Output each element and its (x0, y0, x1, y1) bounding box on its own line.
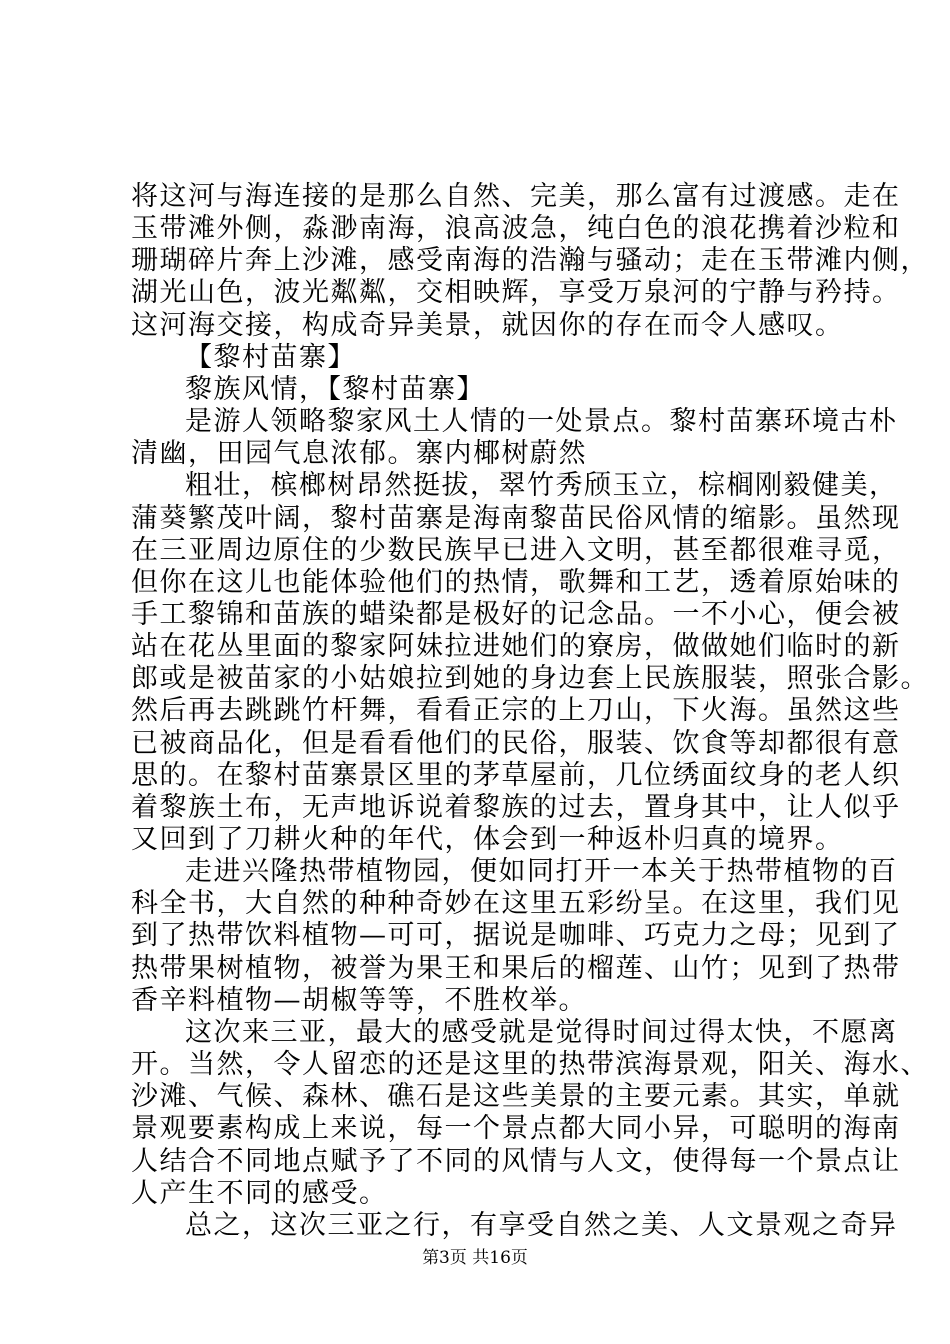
text-line: 是游人领略黎家风土人情的一处景点。黎村苗寨环境古朴 (185, 406, 898, 437)
text-line: 蒲葵繁茂叶阔，黎村苗寨是海南黎苗民俗风情的缩影。虽然现 (131, 503, 901, 534)
text-line: 开。当然，令人留恋的还是这里的热带滨海景观，阳关、海水、 (131, 1049, 929, 1080)
text-line: 在三亚周边原住的少数民族早已进入文明，甚至都很难寻觅， (131, 535, 901, 566)
text-line: 思的。在黎村苗寨景区里的茅草屋前，几位绣面纹身的老人织 (131, 760, 901, 791)
text-line: 湖光山色，波光粼粼，交相映辉，享受万泉河的宁静与矜持。 (131, 277, 901, 308)
text-line: 这河海交接，构成奇异美景，就因你的存在而令人感叹。 (131, 310, 844, 341)
text-line: 郎或是被苗家的小姑娘拉到她的身边套上民族服装，照张合影。 (131, 663, 929, 694)
text-line: 这次来三亚，最大的感受就是觉得时间过得太快，不愿离 (185, 1017, 898, 1048)
text-line: 人产生不同的感受。 (131, 1178, 388, 1209)
text-line: 着黎族土布，无声地诉说着黎族的过去，置身其中，让人似乎 (131, 792, 901, 823)
text-line: 粗壮，槟榔树昂然挺拔，翠竹秀颀玉立，棕榈刚毅健美， (185, 470, 898, 501)
text-line: 珊瑚碎片奔上沙滩，感受南海的浩瀚与骚动；走在玉带滩内侧， (131, 245, 929, 276)
text-line: 沙滩、气候、森林、礁石是这些美景的主要元素。其实，单就 (131, 1081, 901, 1112)
text-line: 黎族风情，【黎村苗寨】 (185, 374, 485, 405)
text-line: 总之，这次三亚之行，有享受自然之美、人文景观之奇异 (185, 1210, 898, 1241)
text-line: 然后再去跳跳竹杆舞，看看正宗的上刀山，下火海。虽然这些 (131, 695, 901, 726)
text-line: 已被商品化，但是看看他们的民俗，服装、饮食等却都很有意 (131, 728, 901, 759)
text-line: 景观要素构成上来说，每一个景点都大同小异，可聪明的海南 (131, 1113, 901, 1144)
text-line: 到了热带饮料植物—可可，据说是咖啡、巧克力之母；见到了 (131, 920, 901, 951)
text-line: 又回到了刀耕火种的年代，体会到一种返朴归真的境界。 (131, 824, 844, 855)
text-line: 人结合不同地点赋予了不同的风情与人文，使得每一个景点让 (131, 1146, 901, 1177)
text-line: 将这河与海连接的是那么自然、完美，那么富有过渡感。走在 (131, 181, 901, 212)
text-line: 清幽，田园气息浓郁。寨内椰树蔚然 (131, 438, 587, 469)
text-line: 但你在这儿也能体验他们的热情，歌舞和工艺，透着原始味的 (131, 567, 901, 598)
text-line: 站在花丛里面的黎家阿妹拉进她们的寮房，做做她们临时的新 (131, 631, 901, 662)
page-footer: 第3页 共16页 (422, 1248, 528, 1268)
text-line: 热带果树植物，被誉为果王和果后的榴莲、山竹；见到了热带 (131, 953, 901, 984)
text-line: 香辛料植物—胡椒等等，不胜枚举。 (131, 985, 587, 1016)
text-line: 手工黎锦和苗族的蜡染都是极好的记念品。一不小心，便会被 (131, 599, 901, 630)
text-line: 走进兴隆热带植物园，便如同打开一本关于热带植物的百 (185, 856, 898, 887)
text-line: 玉带滩外侧，淼渺南海，浪高波急，纯白色的浪花携着沙粒和 (131, 213, 901, 244)
text-line: 【黎村苗寨】 (185, 342, 356, 373)
text-line: 科全书，大自然的种种奇妙在这里五彩纷呈。在这里，我们见 (131, 888, 901, 919)
